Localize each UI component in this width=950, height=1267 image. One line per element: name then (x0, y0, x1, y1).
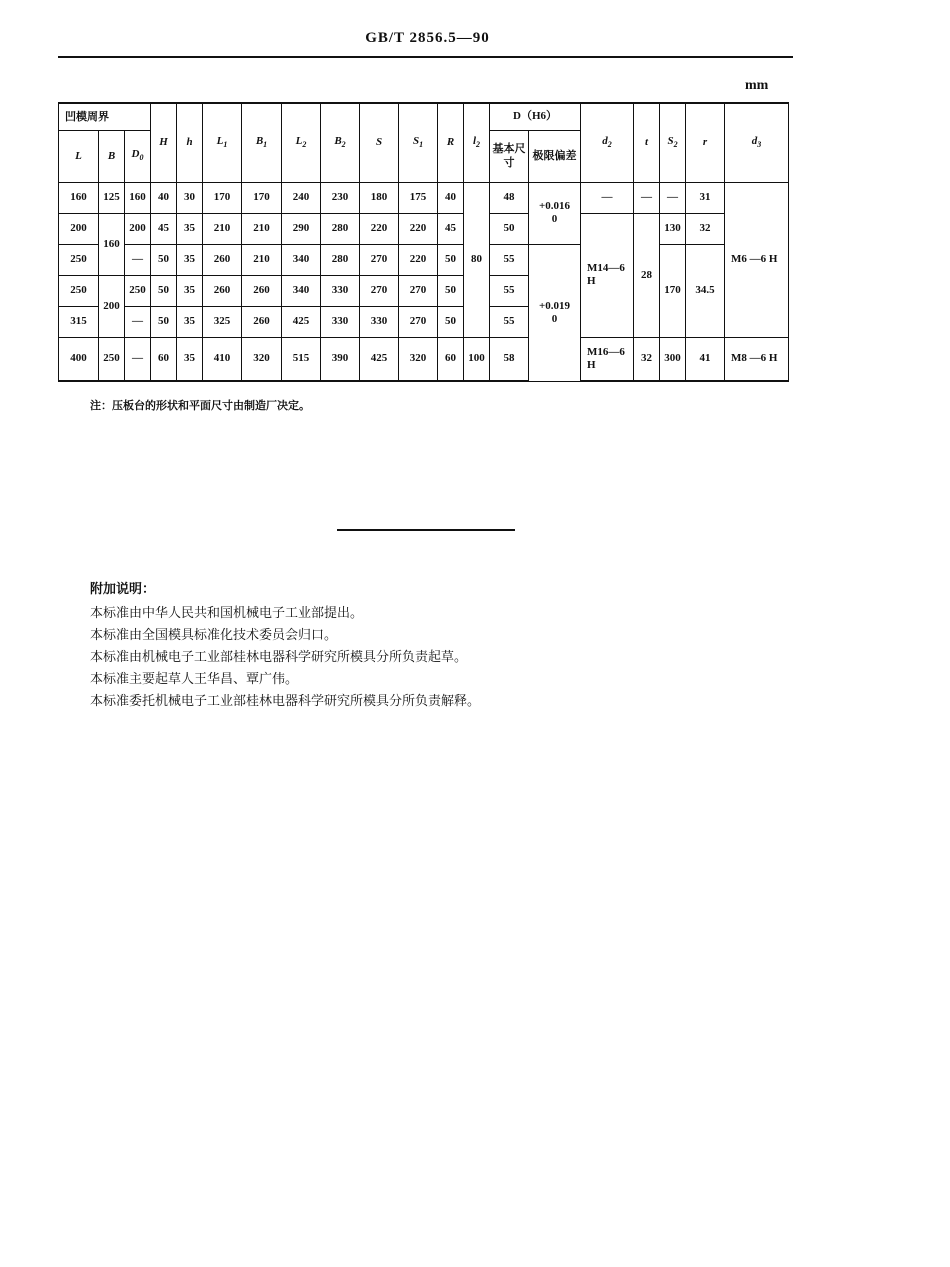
cell-L1: 260 (203, 244, 242, 275)
cell-B1: 260 (242, 275, 282, 306)
cell-D: 48 (490, 182, 529, 213)
header-L2: $L_2$ (282, 103, 321, 182)
cell-t-32: 32 (634, 337, 660, 381)
cell-S: 330 (360, 306, 399, 337)
appendix-title: 附加说明： (90, 582, 156, 597)
cell-D0: 200 (125, 213, 151, 244)
cell-H: 50 (151, 244, 177, 275)
cell-L1: 210 (203, 213, 242, 244)
cell-t-dash: — (634, 182, 660, 213)
header-H: H (151, 103, 177, 182)
cell-B: 125 (99, 182, 125, 213)
header-S1: $S_1$ (399, 103, 438, 182)
cell-D: 55 (490, 306, 529, 337)
cell-L2: 240 (282, 182, 321, 213)
cell-B2: 390 (321, 337, 360, 381)
cell-D0: 250 (125, 275, 151, 306)
cell-h: 35 (177, 213, 203, 244)
cell-H: 45 (151, 213, 177, 244)
cell-R: 60 (438, 337, 464, 381)
header-R: R (438, 103, 464, 182)
cell-L2: 340 (282, 244, 321, 275)
cell-R: 50 (438, 275, 464, 306)
cell-D: 55 (490, 244, 529, 275)
cell-B: 250 (99, 337, 125, 381)
cell-D: 58 (490, 337, 529, 381)
header-B1: $B_1$ (242, 103, 282, 182)
cell-S1: 270 (399, 306, 438, 337)
cell-S1: 270 (399, 275, 438, 306)
appendix-line: 本标准由全国模具标准化技术委员会归口。 (90, 628, 338, 643)
table-note: 注：压板台的形状和平面尺寸由制造厂决定。 (90, 399, 310, 412)
cell-r-31: 31 (686, 182, 725, 213)
cell-B1: 260 (242, 306, 282, 337)
cell-B1: 210 (242, 213, 282, 244)
cell-D0: 160 (125, 182, 151, 213)
cell-tolerance-016: +0.016 0 (529, 182, 581, 244)
cell-h: 30 (177, 182, 203, 213)
cell-l2-100: 100 (464, 337, 490, 381)
header-rule (58, 56, 793, 58)
cell-S2-170: 170 (660, 244, 686, 337)
cell-d2-dash: — (581, 182, 634, 213)
cell-B1: 210 (242, 244, 282, 275)
cell-h: 35 (177, 275, 203, 306)
cell-S2-300: 300 (660, 337, 686, 381)
appendix-line: 本标准主要起草人王华昌、覃广伟。 (90, 672, 299, 687)
table-row (59, 213, 789, 244)
cell-S: 270 (360, 275, 399, 306)
cell-B1: 170 (242, 182, 282, 213)
cell-H: 60 (151, 337, 177, 381)
appendix-line: 本标准由中华人民共和国机械电子工业部提出。 (90, 606, 364, 621)
cell-H: 50 (151, 306, 177, 337)
cell-L: 400 (59, 337, 99, 381)
cell-L2: 340 (282, 275, 321, 306)
cell-B-160: 160 (99, 213, 125, 275)
cell-r-32: 32 (686, 213, 725, 244)
cell-S1: 220 (399, 244, 438, 275)
cell-h: 35 (177, 244, 203, 275)
cell-L: 250 (59, 275, 99, 306)
header-D0: $D_0$ (125, 130, 151, 182)
cell-S2-130: 130 (660, 213, 686, 244)
cell-S: 425 (360, 337, 399, 381)
header-B2: $B_2$ (321, 103, 360, 182)
cell-R: 50 (438, 244, 464, 275)
cell-L1: 260 (203, 275, 242, 306)
header-t: t (634, 103, 660, 182)
appendix (90, 578, 480, 713)
cell-R: 40 (438, 182, 464, 213)
cell-R: 50 (438, 306, 464, 337)
cell-D: 55 (490, 275, 529, 306)
cell-h: 35 (177, 337, 203, 381)
cell-B2: 280 (321, 244, 360, 275)
table-row (59, 244, 789, 275)
cell-H: 40 (151, 182, 177, 213)
cell-D0: — (125, 306, 151, 337)
dimension-table (58, 102, 789, 382)
appendix-line: 本标准由机械电子工业部桂林电器科学研究所模具分所负责起草。 (90, 650, 468, 665)
cell-S2-dash: — (660, 182, 686, 213)
cell-L: 250 (59, 244, 99, 275)
standard-code: GB/T 2856.5—90 (365, 30, 490, 46)
cell-B2: 330 (321, 275, 360, 306)
cell-L: 160 (59, 182, 99, 213)
header-r: r (686, 103, 725, 182)
cell-D: 50 (490, 213, 529, 244)
cell-B2: 230 (321, 182, 360, 213)
header-D-H6: D（H6） (490, 103, 581, 130)
cell-l2-80: 80 (464, 182, 490, 337)
header-l2: $l_2$ (464, 103, 490, 182)
header-S: S (360, 103, 399, 182)
cell-B-200: 200 (99, 275, 125, 337)
header-L1: $L_1$ (203, 103, 242, 182)
cell-L1: 325 (203, 306, 242, 337)
header-die-perimeter: 凹模周界 (59, 103, 151, 130)
cell-L2: 290 (282, 213, 321, 244)
cell-S: 270 (360, 244, 399, 275)
cell-L: 200 (59, 213, 99, 244)
unit-label: mm (745, 78, 769, 93)
cell-B2: 280 (321, 213, 360, 244)
cell-r-41: 41 (686, 337, 725, 381)
table-row (59, 337, 789, 381)
cell-h: 35 (177, 306, 203, 337)
cell-d2-m14: M14—6 H (581, 213, 634, 337)
section-divider (337, 529, 515, 531)
cell-S1: 175 (399, 182, 438, 213)
cell-d3-m8: M8 —6 H (725, 337, 789, 381)
cell-S1: 320 (399, 337, 438, 381)
cell-L2: 515 (282, 337, 321, 381)
cell-R: 45 (438, 213, 464, 244)
cell-tolerance-019: +0.019 0 (529, 244, 581, 381)
cell-L: 315 (59, 306, 99, 337)
cell-t-28: 28 (634, 213, 660, 337)
cell-D0: — (125, 244, 151, 275)
cell-L2: 425 (282, 306, 321, 337)
header-limit-deviation: 极限偏差 (529, 130, 581, 182)
header-d3: $d_3$ (725, 103, 789, 182)
cell-L1: 170 (203, 182, 242, 213)
cell-D0: — (125, 337, 151, 381)
cell-H: 50 (151, 275, 177, 306)
header-S2: $S_2$ (660, 103, 686, 182)
cell-S: 180 (360, 182, 399, 213)
table-row (59, 182, 789, 213)
cell-B2: 330 (321, 306, 360, 337)
header-basic-size: 基本尺寸 (490, 130, 529, 182)
cell-B1: 320 (242, 337, 282, 381)
header-d2: $d_2$ (581, 103, 634, 182)
header-B: B (99, 130, 125, 182)
header-L: L (59, 130, 99, 182)
cell-d3-m6: M6 —6 H (725, 182, 789, 337)
header-h: h (177, 103, 203, 182)
cell-d2-m16: M16—6 H (581, 337, 634, 381)
appendix-line: 本标准委托机械电子工业部桂林电器科学研究所模具分所负责解释。 (90, 694, 481, 709)
cell-S: 220 (360, 213, 399, 244)
cell-S1: 220 (399, 213, 438, 244)
cell-L1: 410 (203, 337, 242, 381)
cell-r-345: 34.5 (686, 244, 725, 337)
